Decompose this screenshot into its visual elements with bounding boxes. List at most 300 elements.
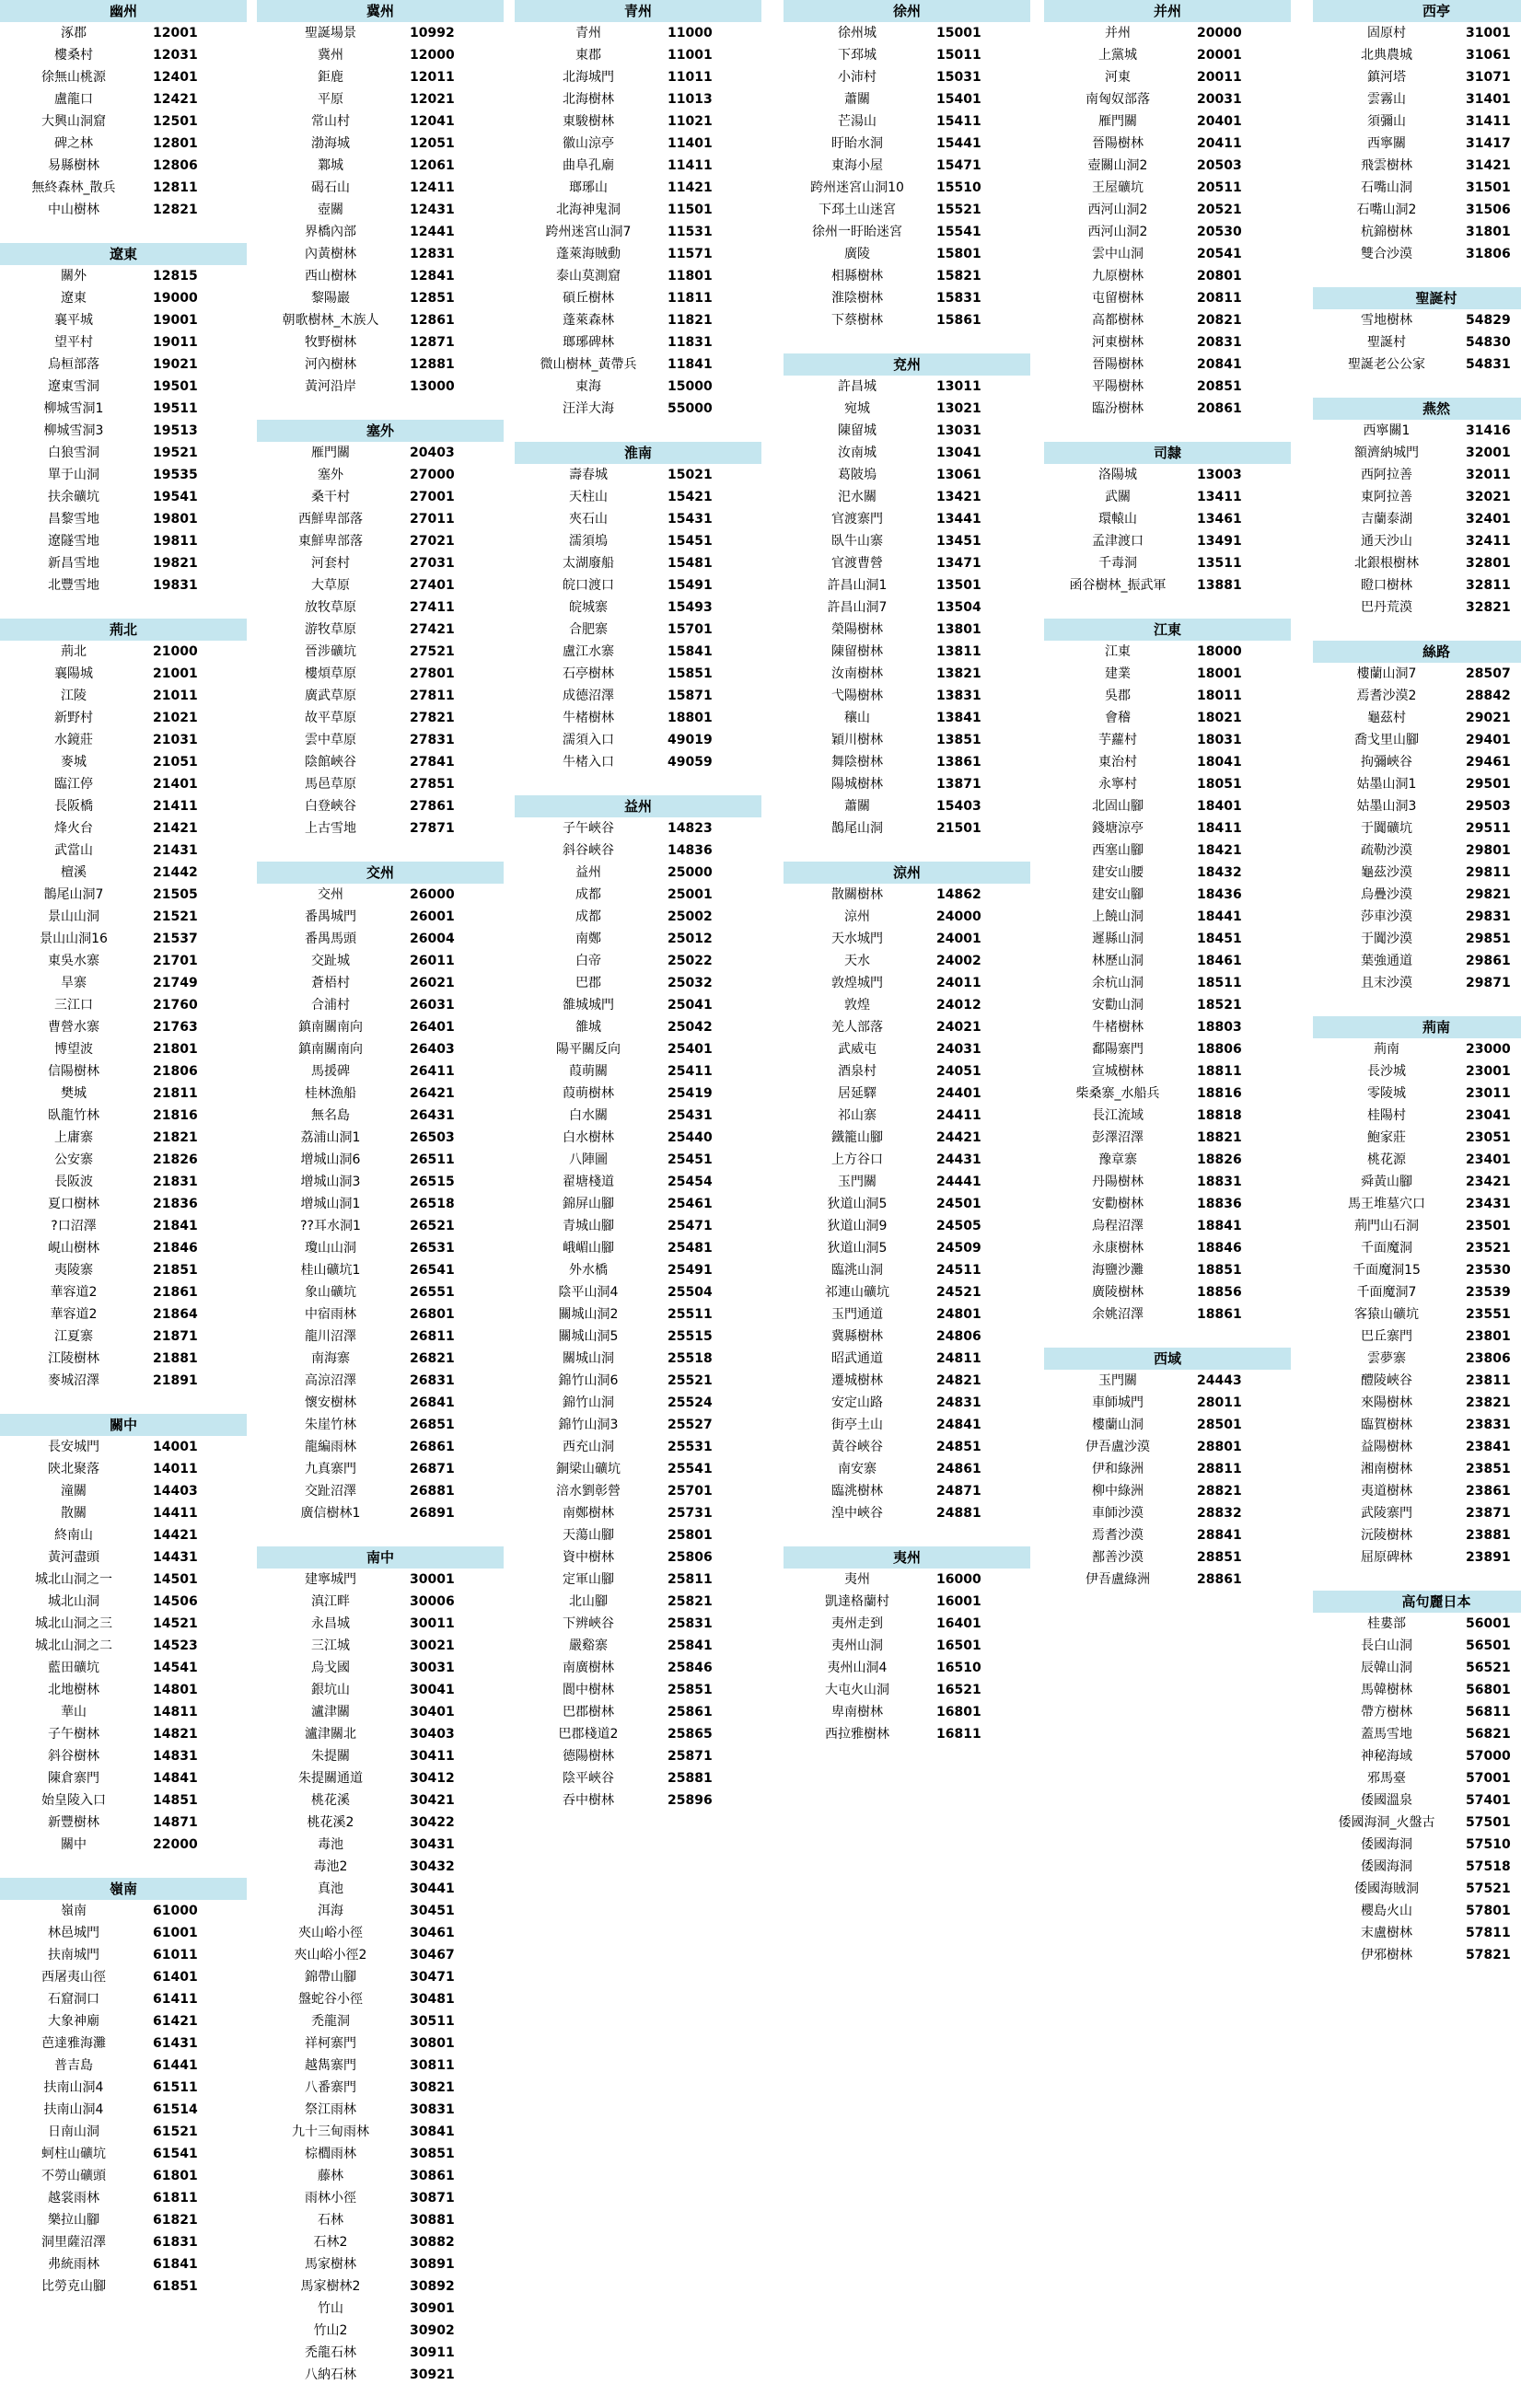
map-row — [1313, 1900, 1521, 1922]
map-name: 棕櫚雨林 — [305, 2147, 356, 2161]
map-name: 祭江雨林 — [305, 2102, 356, 2117]
map-name: 華山 — [61, 1705, 87, 1719]
map-code: 26011 — [410, 954, 455, 968]
map-code: 30861 — [410, 2169, 455, 2183]
map-name: 永昌城 — [311, 1616, 350, 1631]
map-code: 18041 — [1197, 755, 1242, 770]
map-name: 伊邪樹林 — [1361, 1948, 1412, 1962]
region-header: 并州 — [1044, 0, 1291, 22]
map-name: 榮陽樹林 — [831, 622, 883, 637]
map-row — [515, 508, 761, 530]
map-code: 29503 — [1466, 799, 1511, 814]
map-code: 12811 — [153, 180, 198, 195]
region-group — [784, 862, 1030, 1524]
map-row — [515, 155, 761, 177]
map-code: 13504 — [936, 600, 981, 615]
map-code: 27871 — [410, 821, 455, 836]
map-code: 27011 — [410, 512, 455, 527]
map-name: 嚴谿寨 — [569, 1638, 608, 1653]
map-name: 壽春城 — [569, 468, 608, 482]
map-name: 倭國海洞 — [1361, 1837, 1412, 1852]
map-code: 61011 — [153, 1948, 198, 1962]
map-code: 20011 — [1197, 70, 1242, 85]
map-name: 徐州城 — [838, 26, 877, 41]
map-name: 帶方樹林 — [1361, 1705, 1412, 1719]
map-row — [1044, 1237, 1291, 1259]
map-name: 九真寨門 — [305, 1462, 356, 1476]
map-name: 安勸樹林 — [1092, 1197, 1144, 1211]
map-name: 南匈奴部落 — [1086, 92, 1150, 107]
map-row — [784, 1215, 1030, 1237]
map-code: 21871 — [153, 1329, 198, 1344]
map-name: 交趾沼澤 — [305, 1484, 356, 1499]
map-row — [0, 1922, 247, 1944]
map-code: 15411 — [936, 114, 981, 129]
map-code: 24441 — [936, 1175, 981, 1189]
map-code: 13421 — [936, 490, 981, 504]
map-code: 12501 — [153, 114, 198, 129]
map-row — [1044, 508, 1291, 530]
map-name: 徐州一盱眙迷宮 — [812, 225, 902, 239]
map-code: 27831 — [410, 733, 455, 747]
map-row — [257, 44, 504, 66]
map-name: 三江口 — [54, 998, 93, 1013]
map-row — [784, 66, 1030, 88]
map-code: 61411 — [153, 1992, 198, 2007]
map-code: 28832 — [1197, 1506, 1242, 1521]
map-name: 柳城雪洞1 — [43, 401, 104, 416]
map-name: 南安寨 — [838, 1462, 877, 1476]
map-row — [257, 1966, 504, 1988]
map-code: 21537 — [153, 932, 198, 946]
map-name: 狄道山洞9 — [827, 1219, 888, 1233]
region-group — [0, 0, 247, 221]
map-row — [257, 110, 504, 133]
map-name: 錦帶山腳 — [305, 1970, 356, 1985]
map-name: 馬邑草原 — [305, 777, 356, 792]
map-row — [515, 1259, 761, 1281]
map-row — [257, 1834, 504, 1856]
map-row — [257, 2320, 504, 2342]
map-name: 新豐樹林 — [48, 1815, 99, 1830]
map-name: 吞中樹林 — [563, 1793, 614, 1808]
map-row — [515, 110, 761, 133]
region-group — [257, 1546, 504, 2386]
map-name: 散關樹林 — [831, 887, 883, 902]
map-code: 15861 — [936, 313, 981, 328]
map-code: 25454 — [668, 1175, 713, 1189]
map-code: 25041 — [668, 998, 713, 1013]
map-code: 25811 — [668, 1572, 713, 1587]
map-name: 朱提關 — [311, 1749, 350, 1764]
map-row — [784, 1127, 1030, 1149]
map-row — [1044, 309, 1291, 331]
map-row — [784, 972, 1030, 994]
map-name: 河東 — [1105, 70, 1131, 85]
map-name: 黃河沿岸 — [305, 379, 356, 394]
map-code: 29821 — [1466, 887, 1511, 902]
map-row — [0, 795, 247, 817]
map-code: 26881 — [410, 1484, 455, 1499]
map-name: 蓋馬雪地 — [1361, 1727, 1412, 1742]
map-row — [257, 619, 504, 641]
map-name: 盧江水寨 — [563, 644, 614, 659]
map-name: 陽城樹林 — [831, 777, 883, 792]
map-code: 20541 — [1197, 247, 1242, 261]
map-name: 日南山洞 — [48, 2124, 99, 2139]
map-name: 石嘴山洞2 — [1356, 203, 1417, 217]
map-code: 24012 — [936, 998, 981, 1013]
map-name: 且末沙漠 — [1361, 976, 1412, 990]
map-row — [784, 309, 1030, 331]
map-name: 龜茲村 — [1367, 711, 1406, 725]
map-row — [784, 663, 1030, 685]
map-row — [1044, 729, 1291, 751]
map-code: 13461 — [1197, 512, 1242, 527]
map-row — [1313, 1127, 1521, 1149]
map-code: 15841 — [668, 644, 713, 659]
map-name: 九原樹林 — [1092, 269, 1144, 284]
map-code: 13801 — [936, 622, 981, 637]
map-code: 23851 — [1466, 1462, 1511, 1476]
map-name: 內黃樹林 — [305, 247, 356, 261]
map-code: 18451 — [1197, 932, 1242, 946]
map-code: 23861 — [1466, 1484, 1511, 1499]
map-code: 18031 — [1197, 733, 1242, 747]
map-row — [257, 663, 504, 685]
map-code: 29871 — [1466, 976, 1511, 990]
map-name: 馬家樹林2 — [300, 2279, 361, 2294]
map-code: 19821 — [153, 556, 198, 571]
map-row — [0, 2143, 247, 2165]
map-row — [784, 376, 1030, 398]
map-name: 朝歌樹林_木族人 — [282, 313, 379, 328]
map-name: 檀溪 — [61, 865, 87, 880]
map-row — [0, 66, 247, 88]
map-row — [0, 177, 247, 199]
map-name: 聖誕老公公家 — [1348, 357, 1425, 372]
map-row — [515, 950, 761, 972]
map-code: 11801 — [668, 269, 713, 284]
map-code: 23431 — [1466, 1197, 1511, 1211]
map-name: 外水橋 — [569, 1263, 608, 1278]
map-name: 湟中峽谷 — [831, 1506, 883, 1521]
map-row — [1313, 199, 1521, 221]
map-name: 辰韓山洞 — [1361, 1661, 1412, 1675]
map-name: 景山山洞16 — [40, 932, 108, 946]
map-row — [1044, 243, 1291, 265]
map-name: 塞外 — [318, 468, 343, 482]
map-name: 飛雲樹林 — [1361, 158, 1412, 173]
map-name: 藤林 — [318, 2169, 343, 2183]
map-row — [257, 530, 504, 552]
map-name: 東郡 — [575, 48, 601, 63]
map-name: 盱眙水洞 — [831, 136, 883, 151]
map-code: 21401 — [153, 777, 198, 792]
map-row — [257, 1038, 504, 1060]
map-row — [1044, 574, 1291, 596]
map-row — [515, 1193, 761, 1215]
map-name: 于闐礦坑 — [1361, 821, 1412, 836]
map-code: 15831 — [936, 291, 981, 306]
map-code: 21051 — [153, 755, 198, 770]
map-row — [1044, 1569, 1291, 1591]
map-name: 合肥寨 — [569, 622, 608, 637]
map-name: 馬援碑 — [311, 1064, 350, 1079]
map-code: 15541 — [936, 225, 981, 239]
map-name: 水鏡莊 — [54, 733, 93, 747]
map-code: 24031 — [936, 1042, 981, 1057]
map-row — [1313, 221, 1521, 243]
map-code: 11001 — [668, 48, 713, 63]
map-code: 13003 — [1197, 468, 1242, 482]
map-code: 20861 — [1197, 401, 1242, 416]
map-row — [0, 110, 247, 133]
map-row — [0, 1900, 247, 1922]
map-name: 巴丘寨門 — [1361, 1329, 1412, 1344]
map-name: 扶南城門 — [48, 1948, 99, 1962]
map-row — [0, 1546, 247, 1569]
map-code: 19811 — [153, 534, 198, 549]
map-name: 滇江畔 — [311, 1594, 350, 1609]
map-code: 15031 — [936, 70, 981, 85]
map-code: 18411 — [1197, 821, 1242, 836]
map-row — [515, 331, 761, 353]
map-row — [515, 398, 761, 420]
map-name: 函谷樹林_振武軍 — [1069, 578, 1167, 593]
map-row — [784, 1348, 1030, 1370]
map-row — [1313, 1856, 1521, 1878]
map-row — [784, 177, 1030, 199]
map-name: 合浦村 — [311, 998, 350, 1013]
map-row — [0, 1701, 247, 1723]
map-code: 12041 — [410, 114, 455, 129]
map-row — [1313, 1524, 1521, 1546]
map-code: 56501 — [1466, 1638, 1511, 1653]
map-code: 12851 — [410, 291, 455, 306]
map-code: 20521 — [1197, 203, 1242, 217]
map-name: 博望波 — [54, 1042, 93, 1057]
map-code: 31421 — [1466, 158, 1511, 173]
map-row — [1044, 155, 1291, 177]
map-name: 長阪橋 — [54, 799, 93, 814]
map-name: 烏桓部落 — [48, 357, 99, 372]
region-group — [1313, 641, 1521, 994]
map-code: 28842 — [1466, 689, 1511, 703]
map-row — [1044, 1414, 1291, 1436]
map-row — [257, 1613, 504, 1635]
map-name: 林歷山洞 — [1092, 954, 1144, 968]
map-name: 穎川樹林 — [831, 733, 883, 747]
map-name: 千面魔洞7 — [1356, 1285, 1417, 1300]
map-name: 丹陽樹林 — [1092, 1175, 1144, 1189]
map-code: 11821 — [668, 313, 713, 328]
region-group — [784, 353, 1030, 839]
map-name: 桂陽村 — [1367, 1108, 1406, 1123]
map-code: 13471 — [936, 556, 981, 571]
map-code: 30901 — [410, 2301, 455, 2316]
map-row — [784, 884, 1030, 906]
map-row — [257, 1171, 504, 1193]
map-row — [257, 1944, 504, 1966]
map-name: 玉門通道 — [831, 1307, 883, 1322]
map-code: 54831 — [1466, 357, 1511, 372]
map-code: 18000 — [1197, 644, 1242, 659]
map-name: 柳城雪洞3 — [43, 423, 104, 438]
map-code: 24000 — [936, 909, 981, 924]
map-code: 23821 — [1466, 1395, 1511, 1410]
map-row — [0, 1038, 247, 1060]
map-name: 三江城 — [311, 1638, 350, 1653]
map-name: 長安城門 — [48, 1440, 99, 1454]
map-name: 余姚沼澤 — [1092, 1307, 1144, 1322]
map-row — [257, 1127, 504, 1149]
map-name: 建安山腰 — [1092, 865, 1144, 880]
map-name: 皖城寨 — [569, 600, 608, 615]
sheet-column — [784, 0, 1030, 1767]
map-name: 官渡曹營 — [831, 556, 883, 571]
map-row — [784, 928, 1030, 950]
map-code: 24421 — [936, 1130, 981, 1145]
map-name: 雲夢寨 — [1367, 1351, 1406, 1366]
region-header: 交州 — [257, 862, 504, 884]
map-row — [257, 1105, 504, 1127]
region-group — [1313, 287, 1521, 376]
map-code: 25002 — [668, 909, 713, 924]
map-code: 25042 — [668, 1020, 713, 1035]
map-name: 西山樹林 — [305, 269, 356, 284]
map-code: 14501 — [153, 1572, 198, 1587]
map-row — [1313, 44, 1521, 66]
map-row — [784, 508, 1030, 530]
map-name: 常山村 — [311, 114, 350, 129]
map-code: 14811 — [153, 1705, 198, 1719]
map-code: 14521 — [153, 1616, 198, 1631]
map-name: 南廣樹林 — [563, 1661, 614, 1675]
map-name: 襄陽城 — [54, 666, 93, 681]
map-row — [257, 773, 504, 795]
map-row — [1044, 486, 1291, 508]
map-code: 14801 — [153, 1683, 198, 1697]
map-row — [257, 795, 504, 817]
map-name: 街亭土山 — [831, 1418, 883, 1432]
map-name: 晉陽樹林 — [1092, 136, 1144, 151]
map-row — [515, 530, 761, 552]
map-row — [1313, 906, 1521, 928]
map-code: 30431 — [410, 1837, 455, 1852]
map-row — [257, 1878, 504, 1900]
map-row — [0, 663, 247, 685]
map-code: 21701 — [153, 954, 198, 968]
map-name: 下邳土山迷宮 — [819, 203, 896, 217]
map-row — [257, 221, 504, 243]
map-name: 臨洮樹林 — [831, 1484, 883, 1499]
map-code: 26431 — [410, 1108, 455, 1123]
map-row — [257, 2209, 504, 2231]
map-code: 61821 — [153, 2213, 198, 2228]
map-name: 蚵柱山礦坑 — [41, 2147, 106, 2161]
map-code: 30031 — [410, 1661, 455, 1675]
map-row — [784, 22, 1030, 44]
map-code: 13000 — [410, 379, 455, 394]
region-header: 涼州 — [784, 862, 1030, 884]
map-code: 28851 — [1197, 1550, 1242, 1565]
map-row — [1313, 464, 1521, 486]
map-code: 25481 — [668, 1241, 713, 1256]
map-name: 許昌城 — [838, 379, 877, 394]
map-name: 姑墨山洞1 — [1356, 777, 1417, 792]
map-code: 21021 — [153, 711, 198, 725]
map-row — [0, 2275, 247, 2298]
map-name: 青州 — [575, 26, 601, 41]
map-row — [1044, 88, 1291, 110]
map-code: 57801 — [1466, 1904, 1511, 1918]
map-code: 23011 — [1466, 1086, 1511, 1101]
map-row — [784, 773, 1030, 795]
map-name: 盧龍口 — [54, 92, 93, 107]
map-name: 大草原 — [311, 578, 350, 593]
map-name: 白狼雪洞 — [48, 446, 99, 460]
map-code: 27021 — [410, 534, 455, 549]
map-row — [0, 751, 247, 773]
map-name: 海鹽沙灘 — [1092, 1263, 1144, 1278]
map-row — [257, 1215, 504, 1237]
map-row — [1313, 795, 1521, 817]
map-row — [784, 1149, 1030, 1171]
map-row — [784, 420, 1030, 442]
map-code: 18861 — [1197, 1307, 1242, 1322]
map-name: 余杭山洞 — [1092, 976, 1144, 990]
map-row — [515, 1038, 761, 1060]
map-code: 23501 — [1466, 1219, 1511, 1233]
map-name: 朱崖竹林 — [305, 1418, 356, 1432]
map-code: 12815 — [153, 269, 198, 284]
map-name: 祥柯寨門 — [305, 2036, 356, 2051]
map-name: 千面魔洞15 — [1353, 1263, 1421, 1278]
map-row — [515, 1392, 761, 1414]
map-code: 30892 — [410, 2279, 455, 2294]
map-code: 26503 — [410, 1130, 455, 1145]
map-name: 馬王堆墓穴口 — [1348, 1197, 1425, 1211]
map-row — [515, 1767, 761, 1789]
map-name: 蕭關 — [844, 92, 870, 107]
map-code: 15000 — [668, 379, 713, 394]
map-name: 中宿雨林 — [305, 1307, 356, 1322]
region-group — [1044, 0, 1291, 420]
map-name: 荊北 — [61, 644, 87, 659]
map-row — [784, 1016, 1030, 1038]
map-code: 13511 — [1197, 556, 1242, 571]
map-code: 61851 — [153, 2279, 198, 2294]
map-row — [0, 972, 247, 994]
map-row — [1313, 862, 1521, 884]
map-row — [784, 44, 1030, 66]
map-code: 30411 — [410, 1749, 455, 1764]
region-group — [257, 862, 504, 1524]
map-code: 26001 — [410, 909, 455, 924]
region-header: 燕然 — [1313, 398, 1521, 420]
map-row — [515, 1679, 761, 1701]
map-row — [515, 1701, 761, 1723]
map-name: 湘南樹林 — [1361, 1462, 1412, 1476]
map-code: 21011 — [153, 689, 198, 703]
map-code: 12021 — [410, 92, 455, 107]
map-row — [1313, 1767, 1521, 1789]
region-header: 兗州 — [784, 353, 1030, 376]
map-name: 麥城 — [61, 755, 87, 770]
map-code: 57518 — [1466, 1859, 1511, 1874]
map-row — [1044, 1524, 1291, 1546]
